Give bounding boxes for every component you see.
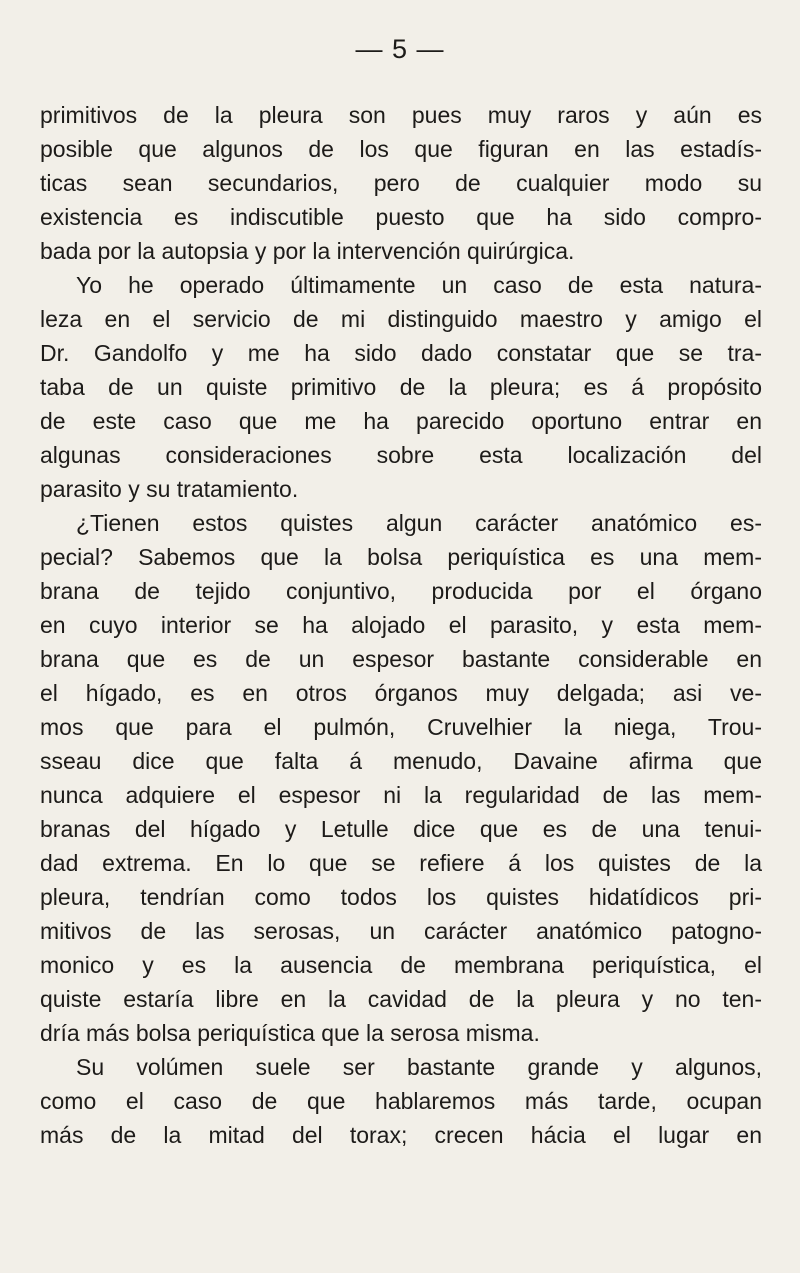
text-line: branas del hígado y Letulle dice que es de una tenui- bbox=[40, 816, 762, 842]
text-line: pleura, tendrían como todos los quistes hidatídicos pri- bbox=[40, 884, 762, 910]
text-line: como el caso de que hablaremos más tarde, ocupan bbox=[40, 1088, 762, 1114]
text-line: algunas consideraciones sobre esta localización del bbox=[40, 442, 762, 468]
text-line: brana de tejido conjuntivo, producida por el órgano bbox=[40, 578, 762, 604]
text-line: de este caso que me ha parecido oportuno entrar en bbox=[40, 408, 762, 434]
text-line: más de la mitad del torax; crecen hácia el lugar en bbox=[40, 1122, 762, 1148]
text-line: el hígado, es en otros órganos muy delgada; asi ve- bbox=[40, 680, 762, 706]
text-line: mitivos de las serosas, un carácter anatómico patogno- bbox=[40, 918, 762, 944]
text-line: taba de un quiste primitivo de la pleura; es á propósito bbox=[40, 374, 762, 400]
body-text bbox=[40, 98, 762, 1152]
text-line: mos que para el pulmón, Cruvelhier la niega, Trou- bbox=[40, 714, 762, 740]
text-line: posible que algunos de los que figuran en las estadís- bbox=[40, 136, 762, 162]
text-line: bada por la autopsia y por la intervención quirúrgica. bbox=[40, 238, 575, 264]
text-line: en cuyo interior se ha alojado el parasito, y esta mem- bbox=[40, 612, 762, 638]
text-line: leza en el servicio de mi distinguido maestro y amigo el bbox=[40, 306, 762, 332]
text-line: monico y es la ausencia de membrana periquística, el bbox=[40, 952, 762, 978]
text-line: sseau dice que falta á menudo, Davaine afirma que bbox=[40, 748, 762, 774]
text-line: pecial? Sabemos que la bolsa periquística es una mem- bbox=[40, 544, 762, 570]
text-line: nunca adquiere el espesor ni la regularidad de las mem- bbox=[40, 782, 762, 808]
text-line: ¿Tienen estos quistes algun carácter anatómico es- bbox=[76, 510, 762, 536]
page-number: — 5 — bbox=[355, 34, 445, 64]
text-line: primitivos de la pleura son pues muy raros y aún es bbox=[40, 102, 762, 128]
text-line: Su volúmen suele ser bastante grande y algunos, bbox=[76, 1054, 762, 1080]
text-line: dad extrema. En lo que se refiere á los quistes de la bbox=[40, 850, 762, 876]
text-line: existencia es indiscutible puesto que ha sido compro- bbox=[40, 204, 762, 230]
text-line: quiste estaría libre en la cavidad de la pleura y no ten- bbox=[40, 986, 762, 1012]
text-line: Dr. Gandolfo y me ha sido dado constatar que se tra- bbox=[40, 340, 762, 366]
text-line: parasito y su tratamiento. bbox=[40, 476, 299, 502]
text-line: brana que es de un espesor bastante considerable en bbox=[40, 646, 762, 672]
text-line: ticas sean secundarios, pero de cualquier modo su bbox=[40, 170, 762, 196]
text-line: Yo he operado últimamente un caso de esta natura- bbox=[76, 272, 762, 298]
text-line: dría más bolsa periquística que la serosa misma. bbox=[40, 1020, 540, 1046]
